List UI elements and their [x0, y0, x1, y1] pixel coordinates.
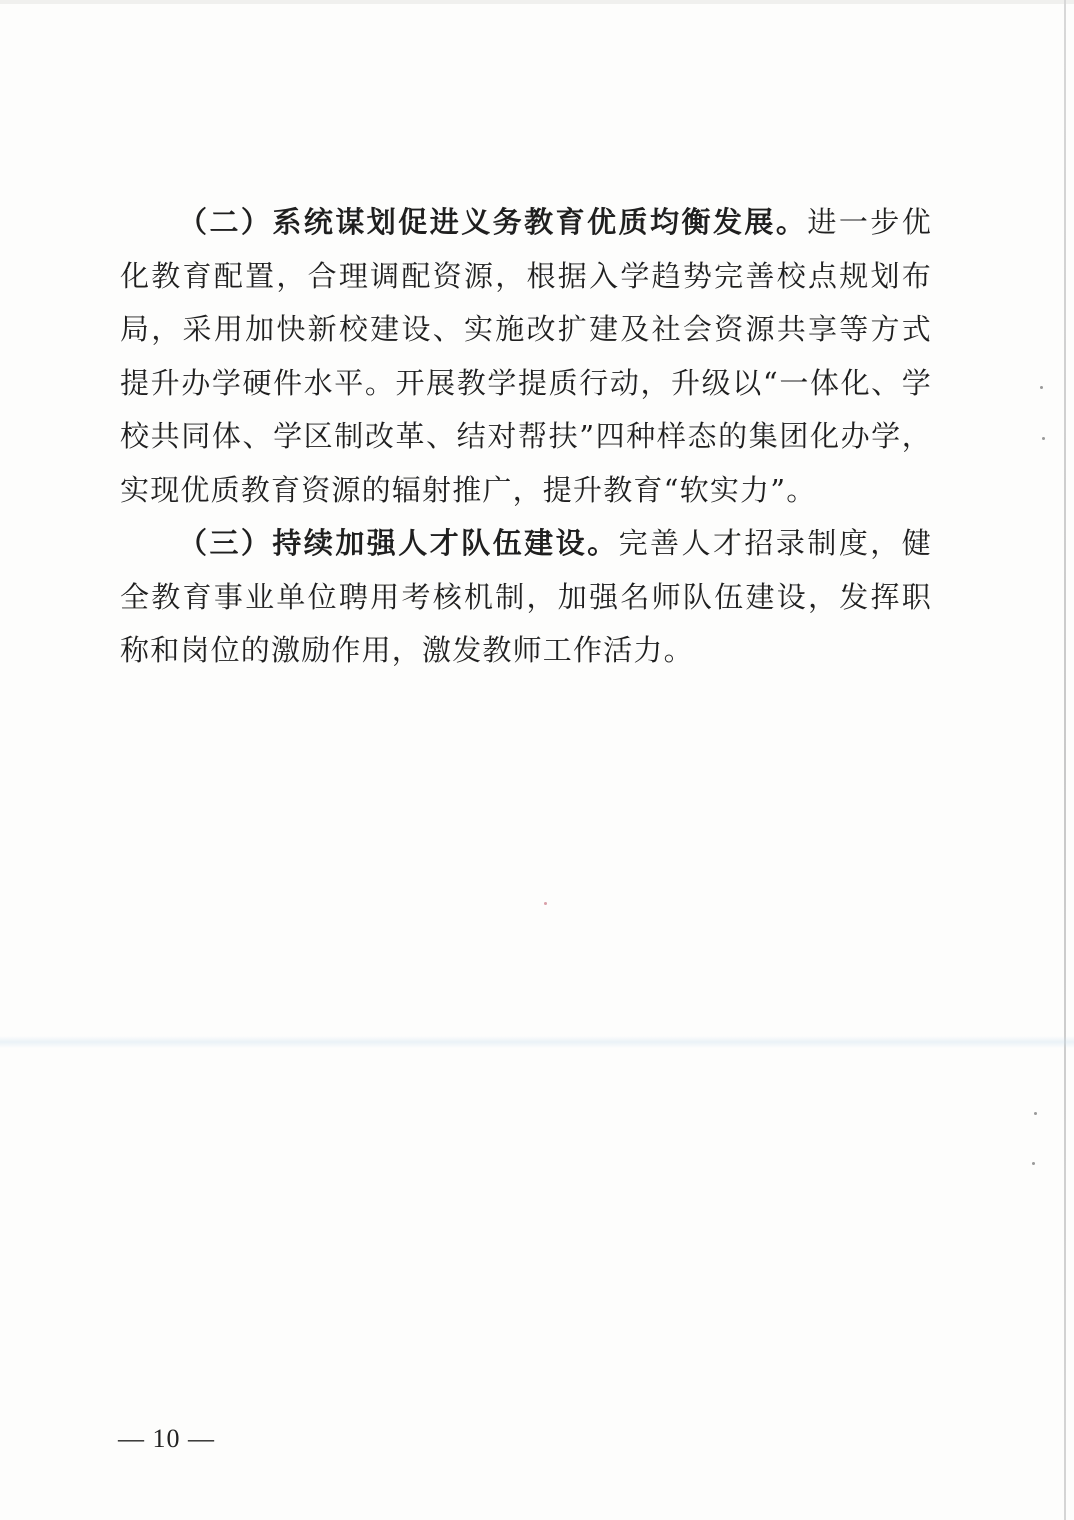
scan-speck — [1042, 437, 1045, 440]
scan-speck — [544, 902, 547, 905]
paragraph-3 — [120, 517, 932, 678]
paragraph-body: 完善人才招录制度，健全教育事业单位聘用考核机制，加强名师队伍建设，发挥职称和岗位的激励作用，激发教师工作活力。 — [120, 526, 932, 667]
scan-edge-right — [1064, 0, 1066, 1520]
body-text — [120, 196, 932, 678]
paragraph-heading: （二）系统谋划促进义务教育优质均衡发展。 — [178, 205, 808, 239]
paragraph-heading: （三）持续加强人才队伍建设。 — [178, 526, 619, 560]
scan-speck — [1032, 1162, 1035, 1165]
scan-speck — [1040, 386, 1043, 389]
scan-edge-top — [0, 0, 1074, 4]
paragraph-2 — [120, 196, 932, 517]
scan-speck — [1034, 1112, 1037, 1115]
page-number: — 10 — — [118, 1424, 215, 1453]
paragraph-body: 进一步优化教育配置，合理调配资源，根据入学趋势完善校点规划布局，采用加快新校建设、实施改扩建及社会资源共享等方式提升办学硬件水平。开展教学提质行动，升级以“一体化、学校共同体、学区制改革、结对帮扶”四种样态的集团化办学，实现优质教育资源的辐射推广，提升教育“软实力”。 — [120, 205, 932, 507]
paper-fold-crease — [0, 1036, 1074, 1048]
